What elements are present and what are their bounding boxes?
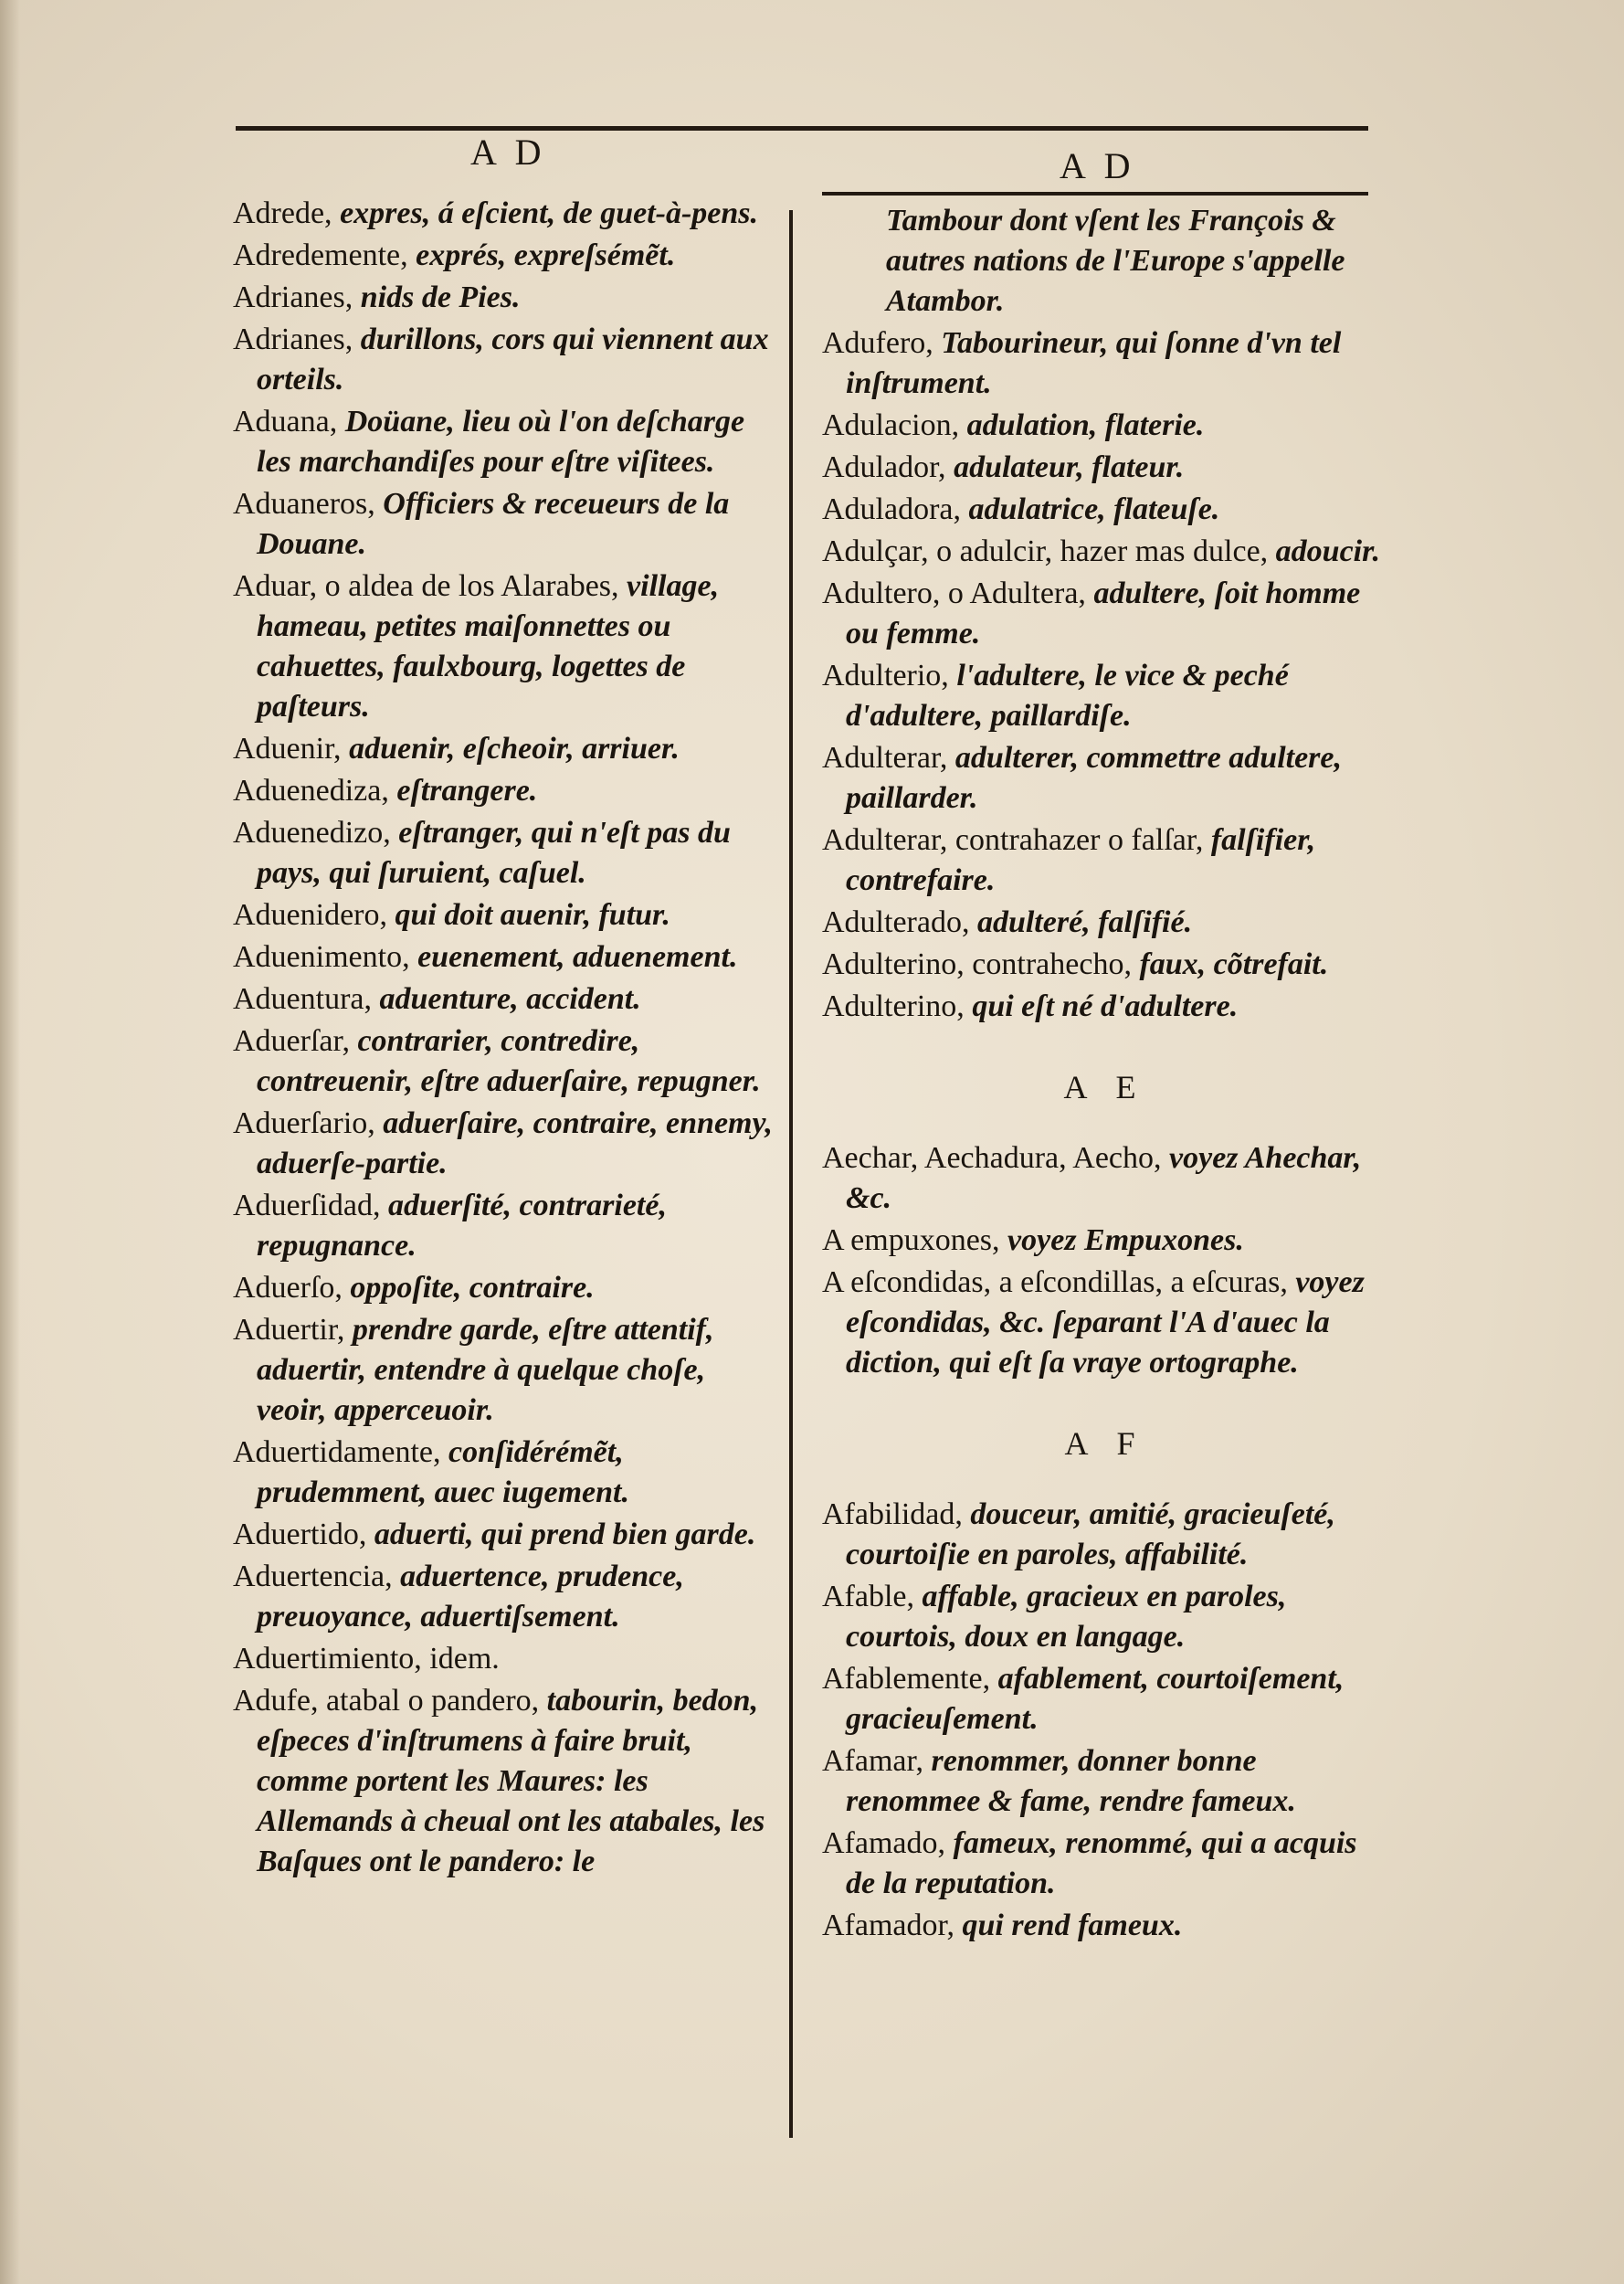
entry-headword: Adulterado, [822, 905, 977, 939]
entry-definition: qui doit auenir, futur. [395, 898, 670, 932]
entry-headword: Aechar, Aechadura, Aecho, [822, 1141, 1170, 1175]
entry-definition: adoucir. [1275, 534, 1380, 568]
dictionary-entry [233, 813, 781, 894]
dictionary-entry [822, 1906, 1388, 1946]
running-head-left: A D [470, 132, 547, 173]
entry-headword: Afable, [822, 1580, 923, 1613]
page-edge-shadow [0, 0, 20, 2284]
dictionary-entry [822, 1659, 1388, 1739]
dictionary-entry [233, 194, 781, 234]
dictionary-entry [233, 320, 781, 400]
dictionary-entry [822, 490, 1388, 530]
running-head-right: A D [1060, 145, 1136, 186]
entry-headword: Adulterio, [822, 659, 957, 693]
entry-headword: A empuxones, [822, 1223, 1008, 1257]
entry-definition: village, hameau, petites maiſonnettes ou cahuettes, faulxbourg, logettes de paſteurs. [257, 569, 720, 724]
dictionary-entry [233, 937, 781, 978]
entry-headword: A eſcondidas, a eſcondillas, a eſcuras, [822, 1265, 1296, 1299]
entry-definition: exprés, expreſsémẽt. [416, 238, 676, 272]
entry-definition: Officiers & receueurs de la Douane. [257, 487, 730, 561]
dictionary-entry [822, 1577, 1388, 1657]
right-column-af-entries [822, 1495, 1388, 1946]
entry-definition: aduenture, accident. [379, 982, 641, 1016]
dictionary-entry [233, 1021, 781, 1102]
dictionary-entry [233, 729, 781, 769]
entry-definition: fameux, renommé, qui a acquis de la reputation. [846, 1826, 1357, 1900]
dictionary-entry [822, 574, 1388, 654]
entry-headword: Adulador, [822, 450, 954, 484]
dictionary-entry [233, 236, 781, 276]
entry-definition: falſifier, contrefaire. [846, 823, 1316, 897]
entry-headword: Adulçar, o adulcir, hazer mas dulce, [822, 534, 1276, 568]
column-divider [789, 210, 793, 2138]
entry-definition: eſtrangere. [396, 774, 538, 808]
entry-definition: qui rend fameux. [962, 1909, 1183, 1942]
entry-definition: douceur, amitié, gracieuſeté, courtoiſie en paroles, affabilité. [846, 1497, 1335, 1571]
right-column-ad-entries [822, 201, 1388, 1027]
entry-definition: prendre garde, eſtre attentif, aduertir, entendre à quelque choſe, veoir, apperceuoir. [257, 1313, 714, 1427]
dictionary-entry [822, 987, 1388, 1027]
entry-headword: Aduertido, [233, 1517, 374, 1551]
entry-definition: adultere, ſoit homme ou femme. [846, 576, 1361, 650]
dictionary-entry [822, 323, 1388, 404]
entry-headword: Afabilidad, [822, 1497, 971, 1531]
dictionary-entry [233, 1557, 781, 1637]
dictionary-entry [233, 1639, 781, 1679]
entry-headword: Aduerſidad, [233, 1189, 388, 1222]
entry-headword: Aduenimento, [233, 940, 418, 974]
dictionary-entry [233, 1104, 781, 1184]
entry-headword: Afablemente, [822, 1662, 998, 1696]
dictionary-entry [822, 448, 1388, 488]
left-column [233, 194, 781, 1884]
dictionary-entry [822, 1741, 1388, 1822]
dictionary-entry [822, 1138, 1388, 1219]
dictionary-entry [233, 895, 781, 936]
entry-headword: Aduladora, [822, 492, 969, 526]
dictionary-entry [233, 278, 781, 318]
entry-definition: durillons, cors qui viennent aux orteils. [257, 323, 769, 397]
entry-definition: tabourin, bedon, eſpeces d'inſtrumens à faire bruit, comme portent les Maures: les Allemands à cheual ont les atabales, les Baſques ont le pandero: le [257, 1684, 765, 1878]
entry-definition: conſidérémẽt, prudemment, auec iugement. [257, 1435, 629, 1509]
entry-definition: aduerti, qui prend bien garde. [374, 1517, 756, 1551]
dictionary-entry [233, 1268, 781, 1308]
dictionary-entry: Tambour dont vſent les François & autres nations de l'Europe s'appelle Atambor. [886, 204, 1345, 318]
entry-headword: Adrianes, [233, 280, 361, 314]
dictionary-entry [233, 771, 781, 811]
entry-headword: Afamado, [822, 1826, 954, 1860]
entry-headword: Adulacion, [822, 408, 967, 442]
entry-headword: Aduertidamente, [233, 1435, 449, 1469]
entry-definition: expres, á eſcient, de guet-à-pens. [340, 196, 759, 230]
entry-headword: Afamador, [822, 1909, 963, 1942]
entry-definition: adulteré, falſifié. [976, 905, 1193, 939]
section-heading-ae: A E [1063, 1069, 1147, 1105]
dictionary-entry [822, 820, 1388, 901]
dictionary-entry [822, 903, 1388, 943]
entry-definition: afablement, courtoiſement, gracieuſement. [846, 1662, 1345, 1736]
entry-definition: Doüane, lieu où l'on deſcharge les marchandiſes pour eſtre viſitees. [257, 405, 745, 479]
entry-headword: Aduaneros, [233, 487, 384, 521]
entry-headword: Aduertencia, [233, 1560, 401, 1593]
entry-headword: Adulterino, contrahecho, [822, 947, 1140, 981]
entry-definition: eſtranger, qui n'eſt pas du pays, qui ſuruient, caſuel. [257, 816, 731, 890]
entry-definition: Tabourineur, qui ſonne d'vn tel inſtrument. [846, 326, 1342, 400]
entry-definition: adulatrice, flateuſe. [968, 492, 1220, 526]
dictionary-entry [233, 402, 781, 482]
dictionary-entry [822, 1824, 1388, 1904]
entry-definition: nids de Pies. [360, 280, 521, 314]
entry-headword: Aduerſo, [233, 1271, 351, 1305]
entry-definition: qui eſt né d'adultere. [972, 989, 1239, 1023]
dictionary-entry [822, 738, 1388, 819]
entry-headword: Adufero, [822, 326, 942, 360]
entry-definition: contrarier, contredire, contreuenir, eſtre aduerſaire, repugner. [257, 1024, 761, 1098]
entry-definition: l'adultere, le vice & peché d'adultere, paillardiſe. [846, 659, 1289, 733]
dictionary-entry [822, 945, 1388, 985]
dictionary-entry [233, 1515, 781, 1555]
entry-headword: Aduerſario, [233, 1106, 384, 1140]
entry-headword: Adrianes, [233, 323, 361, 356]
entry-definition: aduertence, prudence, preuoyance, aduertiſsement. [257, 1560, 684, 1634]
entry-definition: adulterer, commettre adultere, paillarder. [846, 741, 1342, 815]
entry-headword: Adulterar, contrahazer o falſar, [822, 823, 1211, 857]
entry-definition: aduenir, eſcheoir, arriuer. [349, 732, 680, 766]
entry-headword: Adulterar, [822, 741, 955, 775]
entry-headword: Aduentura, [233, 982, 380, 1016]
dictionary-entry [822, 1221, 1388, 1261]
entry-definition: affable, gracieux en paroles, courtois, doux en langage. [846, 1580, 1287, 1654]
entry-headword: Adulterino, [822, 989, 973, 1023]
section-heading-af: A F [1064, 1425, 1146, 1462]
entry-headword: Afamar, [822, 1744, 932, 1778]
right-column-ae-entries [822, 1138, 1388, 1383]
entry-headword: Aduertimiento, idem. [233, 1642, 500, 1676]
dictionary-entry [822, 532, 1388, 572]
dictionary-entry [822, 656, 1388, 736]
dictionary-entry [822, 1263, 1388, 1383]
entry-headword: Adrede, [233, 196, 341, 230]
header-rule [236, 126, 1368, 131]
dictionary-entry [233, 1186, 781, 1266]
entry-headword: Adultero, o Adultera, [822, 576, 1094, 610]
dictionary-entry [233, 979, 781, 1020]
dictionary-entry [233, 1433, 781, 1513]
dictionary-entry [822, 1495, 1388, 1575]
entry-definition: faux, cõtrefait. [1139, 947, 1329, 981]
dictionary-entry [233, 1681, 781, 1882]
dictionary-entry [233, 566, 781, 727]
dictionary-entry [233, 484, 781, 565]
entry-definition: adulation, flaterie. [966, 408, 1205, 442]
entry-headword: Aduenidero, [233, 898, 395, 932]
entry-definition: oppoſite, contraire. [350, 1271, 595, 1305]
entry-definition: voyez eſcondidas, &c. ſeparant l'A d'auec la diction, qui eſt ſa vraye ortographe. [846, 1265, 1365, 1380]
entry-headword: Aduertir, [233, 1313, 353, 1347]
entry-headword: Aduenedizo, [233, 816, 399, 850]
dictionary-entry [233, 1310, 781, 1431]
dictionary-entry [822, 406, 1388, 446]
entry-definition: voyez Ahechar, &c. [846, 1141, 1362, 1215]
header-rule-right [822, 192, 1368, 196]
entry-definition: voyez Empuxones. [1007, 1223, 1244, 1257]
entry-headword: Adufe, atabal o pandero, [233, 1684, 547, 1718]
entry-definition: aduerſité, contrarieté, repugnance. [257, 1189, 667, 1263]
entry-headword: Adredemente, [233, 238, 417, 272]
entry-definition: adulateur, flateur. [954, 450, 1185, 484]
right-column [822, 201, 1388, 1948]
entry-definition: aduerſaire, contraire, ennemy, aduerſe-partie. [257, 1106, 773, 1180]
entry-headword: Aduerſar, [233, 1024, 358, 1058]
entry-headword: Aduar, o aldea de los Alarabes, [233, 569, 627, 603]
entry-headword: Aduenir, [233, 732, 350, 766]
entry-definition: renommer, donner bonne renommee & fame, rendre fameux. [846, 1744, 1296, 1818]
entry-definition: euenement, aduenement. [417, 940, 738, 974]
entry-headword: Aduenediza, [233, 774, 397, 808]
entry-headword: Aduana, [233, 405, 345, 439]
